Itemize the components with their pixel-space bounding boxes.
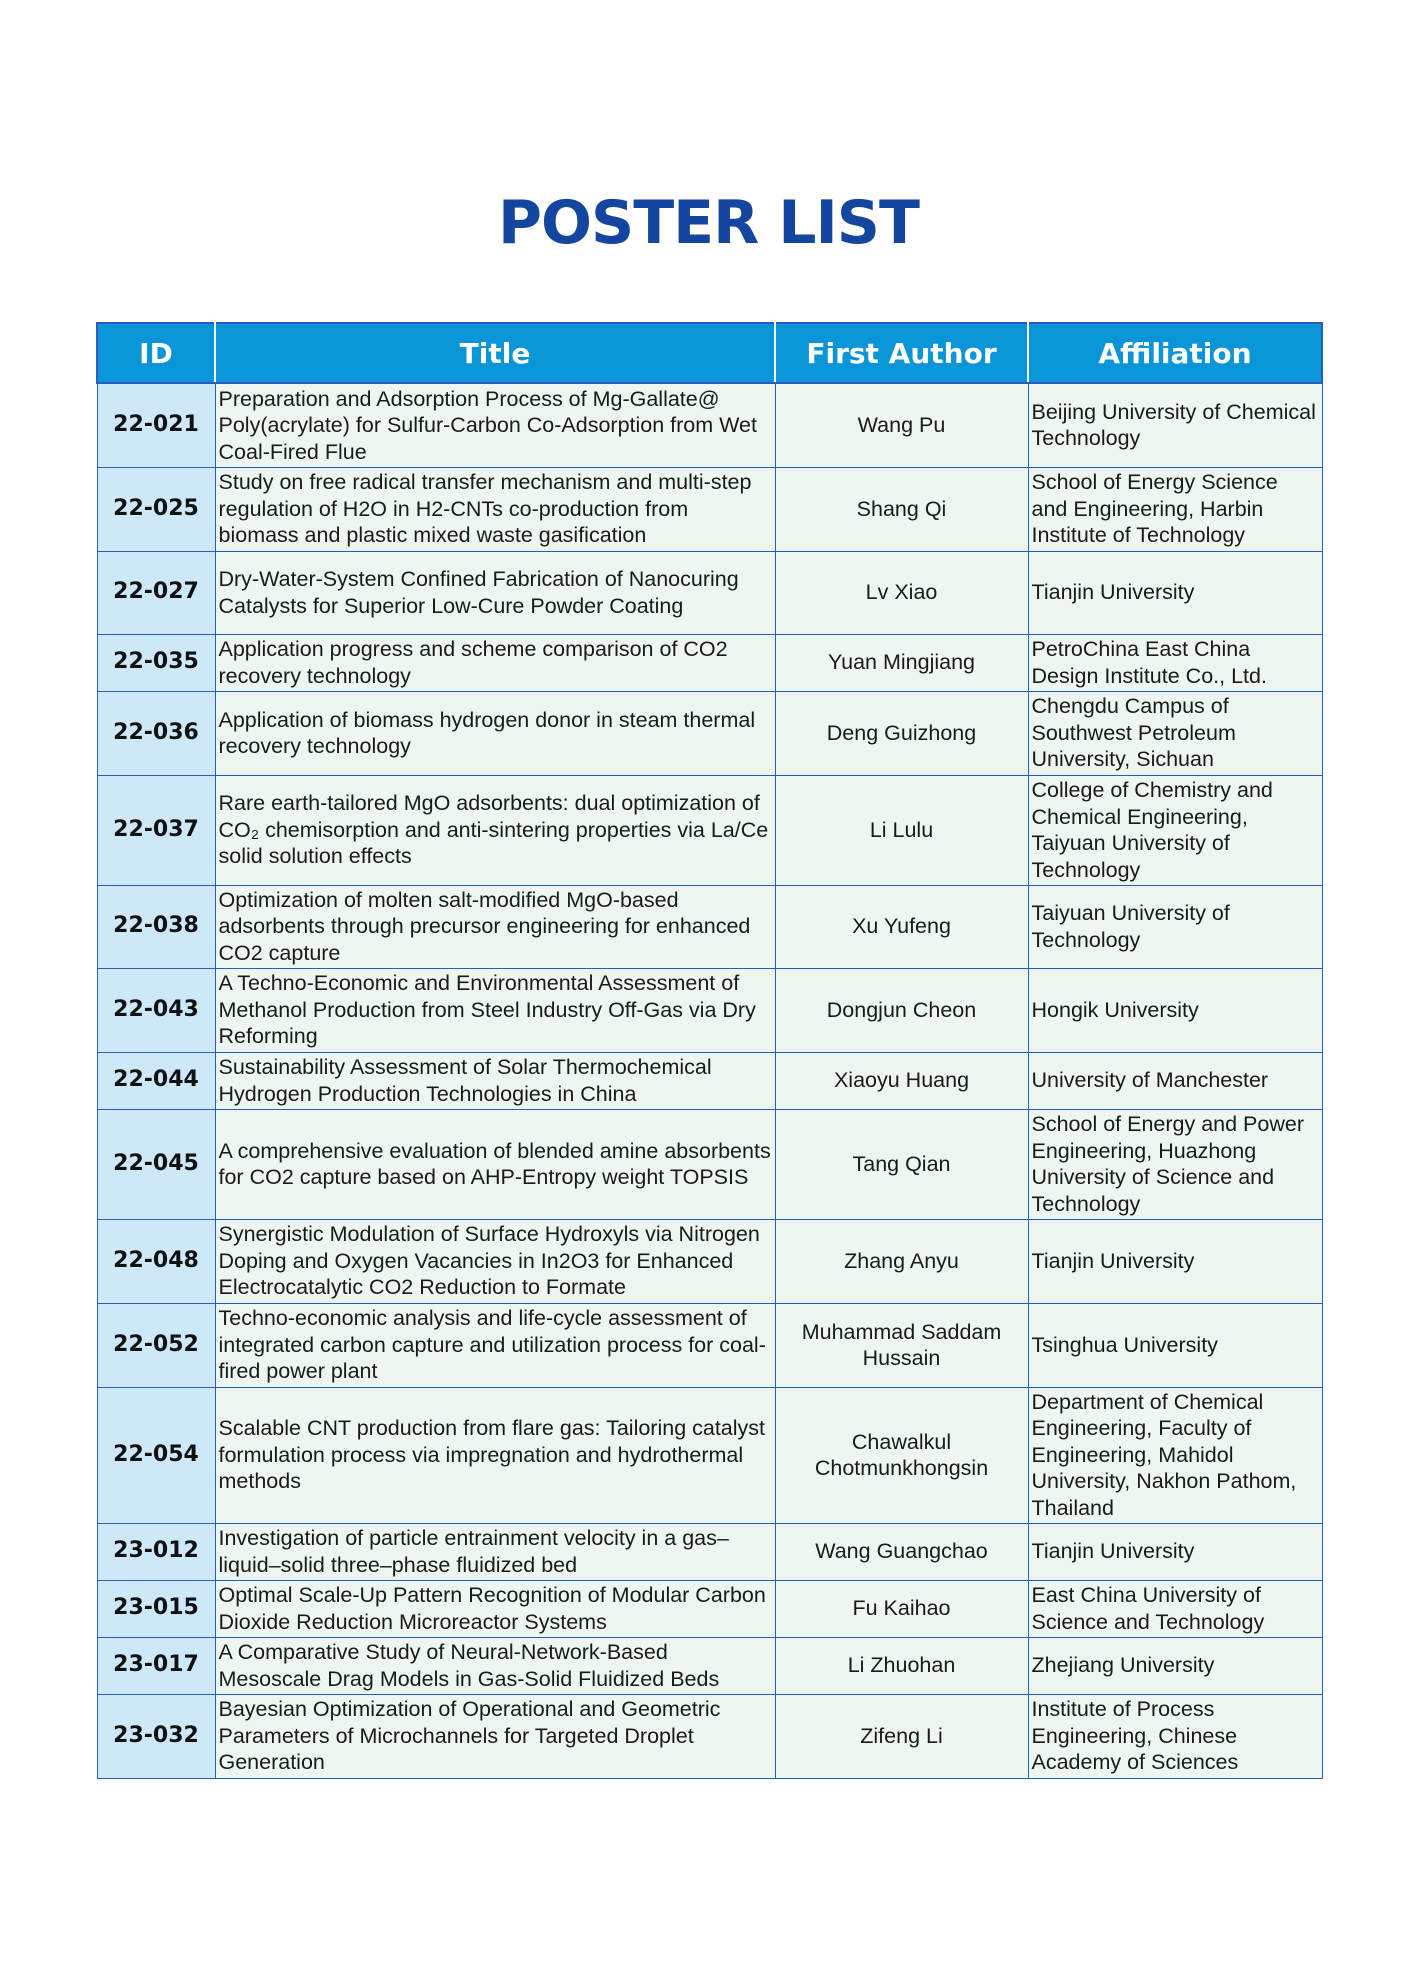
- poster-author: Yuan Mingjiang: [775, 634, 1028, 691]
- poster-affiliation: Hongik University: [1028, 968, 1322, 1052]
- poster-id: 22-054: [97, 1387, 215, 1523]
- poster-affiliation: Tianjin University: [1028, 1219, 1322, 1303]
- poster-title: Investigation of particle entrainment velocity in a gas–liquid–solid three–phase fluidized bed: [215, 1523, 775, 1580]
- poster-affiliation: Chengdu Campus of Southwest Petroleum University, Sichuan: [1028, 691, 1322, 775]
- poster-affiliation: College of Chemistry and Chemical Engineering, Taiyuan University of Technology: [1028, 775, 1322, 885]
- header-first-author: First Author: [775, 323, 1028, 383]
- poster-title: A comprehensive evaluation of blended amine absorbents for CO2 capture based on AHP-Entropy weight TOPSIS: [215, 1109, 775, 1219]
- table-row: [97, 634, 1322, 691]
- table-row: [97, 551, 1322, 634]
- poster-affiliation: PetroChina East China Design Institute Co., Ltd.: [1028, 634, 1322, 691]
- table-row: [97, 1109, 1322, 1219]
- poster-author: Tang Qian: [775, 1109, 1028, 1219]
- poster-author: Li Zhuohan: [775, 1637, 1028, 1694]
- poster-affiliation: East China University of Science and Technology: [1028, 1580, 1322, 1637]
- table-row: [97, 1637, 1322, 1694]
- poster-title: Dry-Water-System Confined Fabrication of Nanocuring Catalysts for Superior Low-Cure Powder Coating: [215, 551, 775, 634]
- table-row: [97, 1052, 1322, 1109]
- poster-id: 22-025: [97, 467, 215, 551]
- poster-title: Study on free radical transfer mechanism and multi-step regulation of H2O in H2-CNTs co-production from biomass and plastic mixed waste gasification: [215, 467, 775, 551]
- poster-title: Synergistic Modulation of Surface Hydroxyls via Nitrogen Doping and Oxygen Vacancies in In2O3 for Enhanced Electrocatalytic CO2 Reduction to Formate: [215, 1219, 775, 1303]
- header-title: Title: [215, 323, 775, 383]
- poster-affiliation: Tsinghua University: [1028, 1303, 1322, 1387]
- poster-title: Bayesian Optimization of Operational and Geometric Parameters of Microchannels for Targeted Droplet Generation: [215, 1694, 775, 1778]
- poster-author: Deng Guizhong: [775, 691, 1028, 775]
- poster-author: Chawalkul Chotmunkhongsin: [775, 1387, 1028, 1523]
- poster-affiliation: Tianjin University: [1028, 551, 1322, 634]
- poster-id: 22-048: [97, 1219, 215, 1303]
- poster-affiliation: University of Manchester: [1028, 1052, 1322, 1109]
- table-row: [97, 383, 1322, 467]
- poster-id: 22-027: [97, 551, 215, 634]
- poster-title: Optimal Scale-Up Pattern Recognition of Modular Carbon Dioxide Reduction Microreactor Systems: [215, 1580, 775, 1637]
- poster-affiliation: Tianjin University: [1028, 1523, 1322, 1580]
- poster-author: Xu Yufeng: [775, 885, 1028, 968]
- poster-author: Xiaoyu Huang: [775, 1052, 1028, 1109]
- poster-author: Zifeng Li: [775, 1694, 1028, 1778]
- table-row: [97, 1303, 1322, 1387]
- table-row: [97, 885, 1322, 968]
- poster-author: Wang Pu: [775, 383, 1028, 467]
- poster-title: Scalable CNT production from flare gas: Tailoring catalyst formulation process via impregnation and hydrothermal methods: [215, 1387, 775, 1523]
- poster-id: 22-035: [97, 634, 215, 691]
- poster-table-container: [96, 322, 1321, 1779]
- poster-affiliation: School of Energy Science and Engineering, Harbin Institute of Technology: [1028, 467, 1322, 551]
- poster-id: 22-052: [97, 1303, 215, 1387]
- page-title: POSTER LIST: [498, 188, 919, 258]
- poster-title: Techno-economic analysis and life-cycle assessment of integrated carbon capture and utilization process for coal-fired power plant: [215, 1303, 775, 1387]
- poster-id: 22-037: [97, 775, 215, 885]
- poster-id: 23-017: [97, 1637, 215, 1694]
- poster-title: Optimization of molten salt-modified MgO-based adsorbents through precursor engineering for enhanced CO2 capture: [215, 885, 775, 968]
- table-header-row: [97, 323, 1322, 383]
- poster-table: [96, 322, 1323, 1779]
- poster-id: 23-015: [97, 1580, 215, 1637]
- table-row: [97, 467, 1322, 551]
- poster-title: A Techno-Economic and Environmental Assessment of Methanol Production from Steel Industry Off-Gas via Dry Reforming: [215, 968, 775, 1052]
- poster-author: Li Lulu: [775, 775, 1028, 885]
- table-row: [97, 1219, 1322, 1303]
- table-row: [97, 1694, 1322, 1778]
- poster-affiliation: Beijing University of Chemical Technology: [1028, 383, 1322, 467]
- poster-id: 23-032: [97, 1694, 215, 1778]
- poster-title: Application progress and scheme comparison of CO2 recovery technology: [215, 634, 775, 691]
- poster-affiliation: Taiyuan University of Technology: [1028, 885, 1322, 968]
- table-row: [97, 775, 1322, 885]
- poster-id: 23-012: [97, 1523, 215, 1580]
- poster-author: Muhammad Saddam Hussain: [775, 1303, 1028, 1387]
- poster-title: A Comparative Study of Neural-Network-Based Mesoscale Drag Models in Gas-Solid Fluidized Beds: [215, 1637, 775, 1694]
- table-row: [97, 691, 1322, 775]
- table-row: [97, 1580, 1322, 1637]
- poster-author: Shang Qi: [775, 467, 1028, 551]
- poster-title: Rare earth-tailored MgO adsorbents: dual optimization of CO₂ chemisorption and anti-sintering properties via La/Ce solid solution effects: [215, 775, 775, 885]
- poster-author: Wang Guangchao: [775, 1523, 1028, 1580]
- table-row: [97, 1387, 1322, 1523]
- poster-affiliation: Zhejiang University: [1028, 1637, 1322, 1694]
- poster-id: 22-036: [97, 691, 215, 775]
- poster-author: Fu Kaihao: [775, 1580, 1028, 1637]
- poster-author: Dongjun Cheon: [775, 968, 1028, 1052]
- poster-affiliation: Institute of Process Engineering, Chinese Academy of Sciences: [1028, 1694, 1322, 1778]
- poster-id: 22-021: [97, 383, 215, 467]
- poster-title: Sustainability Assessment of Solar Thermochemical Hydrogen Production Technologies in China: [215, 1052, 775, 1109]
- table-row: [97, 1523, 1322, 1580]
- poster-title: Application of biomass hydrogen donor in steam thermal recovery technology: [215, 691, 775, 775]
- poster-id: 22-045: [97, 1109, 215, 1219]
- header-id: ID: [97, 323, 215, 383]
- poster-affiliation: Department of Chemical Engineering, Faculty of Engineering, Mahidol University, Nakhon Pathom, Thailand: [1028, 1387, 1322, 1523]
- poster-title: Preparation and Adsorption Process of Mg-Gallate@ Poly(acrylate) for Sulfur-Carbon Co-Adsorption from Wet Coal-Fired Flue: [215, 383, 775, 467]
- poster-id: 22-043: [97, 968, 215, 1052]
- poster-affiliation: School of Energy and Power Engineering, Huazhong University of Science and Technology: [1028, 1109, 1322, 1219]
- poster-author: Lv Xiao: [775, 551, 1028, 634]
- poster-id: 22-044: [97, 1052, 215, 1109]
- poster-id: 22-038: [97, 885, 215, 968]
- poster-author: Zhang Anyu: [775, 1219, 1028, 1303]
- table-row: [97, 968, 1322, 1052]
- header-affiliation: Affiliation: [1028, 323, 1322, 383]
